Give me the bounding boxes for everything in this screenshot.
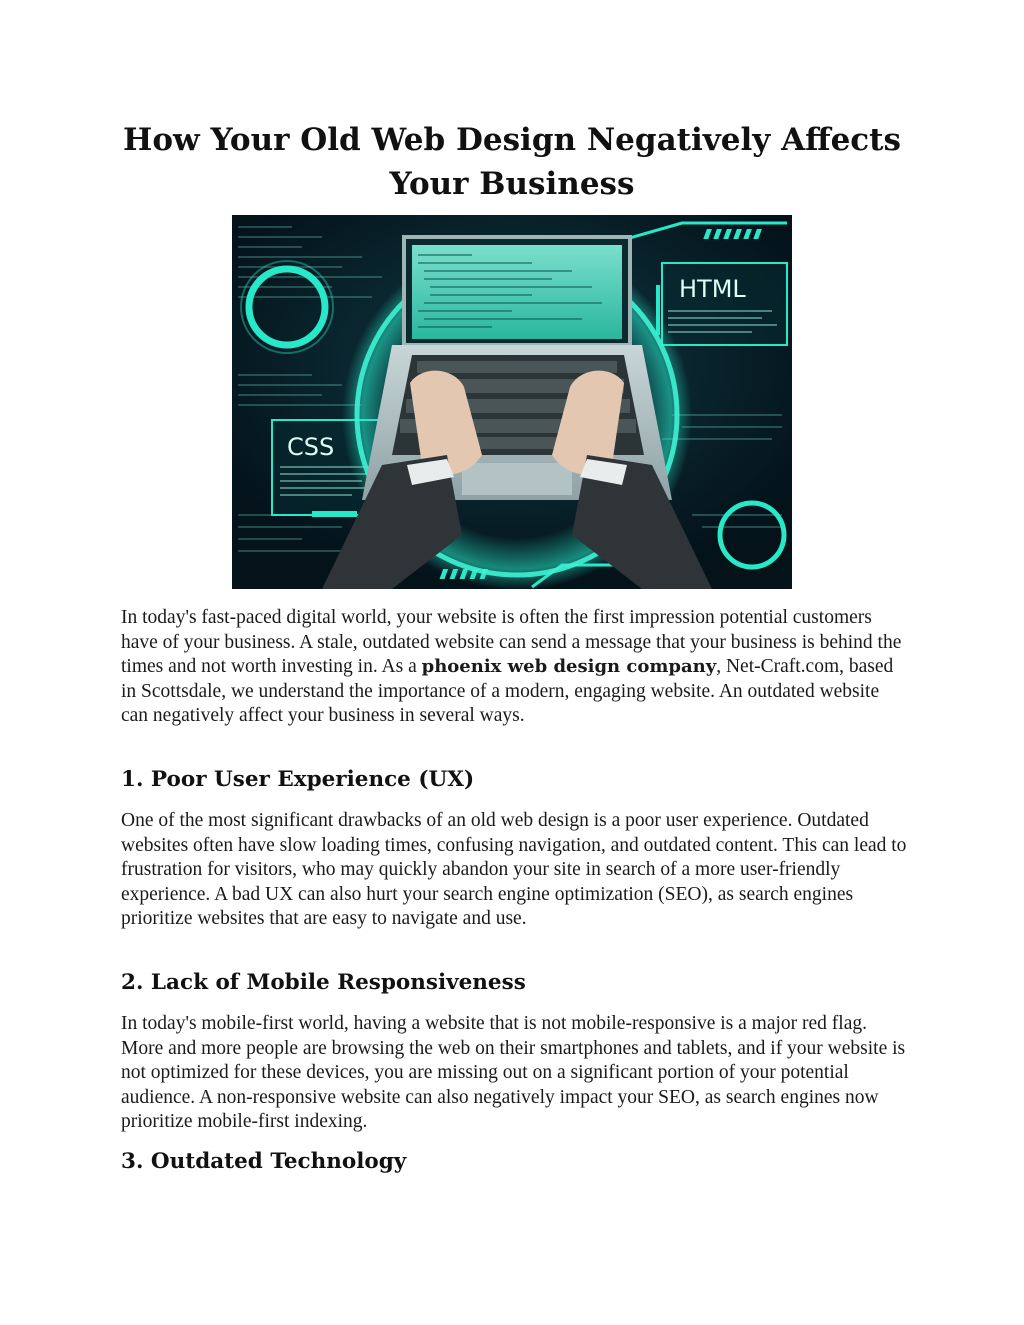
intro-bold-keyword: phoenix web design company (421, 656, 717, 677)
intro-paragraph (121, 606, 911, 729)
laptop-coding-illustration (232, 215, 792, 589)
section-body-2: In today's mobile-first world, having a website that is not mobile-responsive is a major red flag. More and more people are browsing the web on their smartphones and tablets, and if your website is not optimized for these devices, you are missing out on a significant portion of your potential audience. A non-responsive website can also negatively impact your SEO, as search engines now prioritize mobile-first indexing. (121, 1013, 906, 1132)
title-line-2: Your Business (389, 166, 635, 202)
html-panel (658, 263, 787, 345)
html-label: HTML (679, 275, 746, 303)
intro-text-before: In today's fast-paced digital world, your website is often the first impression potential customers have of your business. A stale, outdated website can send a message that your business is behind the times and not worth investing in. As a (121, 607, 902, 677)
css-label: CSS (287, 433, 335, 461)
title-line-1: How Your Old Web Design Negatively Affects (123, 122, 901, 158)
page-title (100, 118, 924, 206)
intro-text-after: , Net-Craft.com, based in Scottsdale, we understand the importance of a modern, engaging website. An outdated website can negatively affect your business in several ways. (121, 656, 894, 726)
laptop (362, 237, 672, 500)
section-heading-3: 3. Outdated Technology (121, 1149, 407, 1174)
section-body-1: One of the most significant drawbacks of an old web design is a poor user experience. Outdated websites often have slow loading times, confusing navigation, and outdated content. This can lead to frustration for visitors, who may quickly abandon your site in search of a more user-friendly experience. A bad UX can also hurt your search engine optimization (SEO), as search engines prioritize websites that are easy to navigate and use. (121, 810, 907, 929)
hero-image (232, 215, 792, 589)
section-heading-2: 2. Lack of Mobile Responsiveness (121, 970, 526, 995)
section-heading-1: 1. Poor User Experience (UX) (121, 767, 475, 792)
